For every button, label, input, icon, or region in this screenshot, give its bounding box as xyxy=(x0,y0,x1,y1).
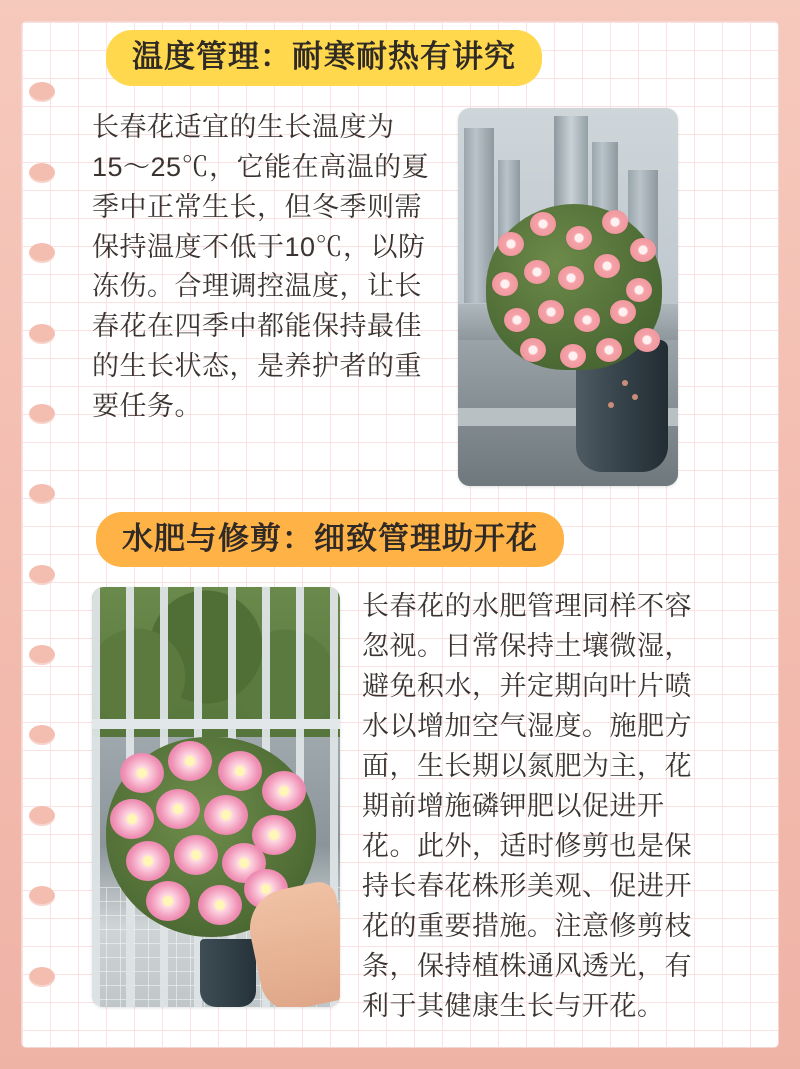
railing-handrail xyxy=(92,719,340,729)
flower-blossom xyxy=(218,751,262,791)
flower-blossom xyxy=(558,266,584,290)
flower-pot xyxy=(200,939,256,1007)
flower-blossom xyxy=(520,338,546,362)
body-paragraph-fertilizer: 长春花的水肥管理同样不容忽视。日常保持土壤微湿，避免积水，并定期向叶片喷水以增加空气湿度。施肥方面，生长期以氮肥为主，花期前增施磷钾肥以促进开花。此外，适时修剪也是保持长春花株形美观、促进开花的重要措施。注意修剪枝条，保持植株通风透光，有利于其健康生长与开花。 xyxy=(362,591,692,1021)
poster-content xyxy=(92,30,766,1045)
flower-blossom xyxy=(610,300,636,324)
photo-scene xyxy=(458,108,678,486)
flower-blossom xyxy=(626,278,652,302)
section-fertilizer xyxy=(92,512,766,1027)
flower-blossom xyxy=(198,885,242,925)
flower-blossom xyxy=(120,753,164,793)
flower-blossom xyxy=(174,835,218,875)
body-paragraph-temperature: 长春花适宜的生长温度为15〜25℃，它能在高温的夏季中正常生长，但冬季则需保持温度不低于10℃，以防冻伤。合理调控温度，让长春花在四季中都能保持最佳的生长状态，是养护者的重要任务。 xyxy=(92,111,430,422)
flower-blossom xyxy=(634,328,660,352)
flower-blossom xyxy=(566,226,592,250)
flower-blossom xyxy=(126,841,170,881)
flower-blossom xyxy=(530,212,556,236)
section-temperature xyxy=(92,30,766,486)
flower-blossom xyxy=(596,338,622,362)
flower-blossom xyxy=(146,881,190,921)
flower-blossom xyxy=(560,344,586,368)
flower-blossom xyxy=(498,232,524,256)
section-banner-temperature: 温度管理：耐寒耐热有讲究 xyxy=(106,30,542,86)
flower-blossom xyxy=(574,308,600,332)
photo-scene xyxy=(92,587,340,1007)
section-text-fertilizer xyxy=(362,587,692,1026)
section-text-temperature xyxy=(92,108,440,428)
photo-hand-holding-pink-flowering-plant-by-railing xyxy=(92,587,340,1007)
flower-blossom xyxy=(156,789,200,829)
flower-blossom xyxy=(204,795,248,835)
flower-blossom xyxy=(594,254,620,278)
flower-blossom xyxy=(524,260,550,284)
flower-bush xyxy=(486,204,662,370)
flower-blossom xyxy=(168,741,212,781)
flower-blossom xyxy=(262,771,306,811)
flower-blossom xyxy=(538,300,564,324)
flower-blossom xyxy=(504,308,530,332)
flower-blossom xyxy=(630,238,656,262)
photo-pink-vinca-in-dark-pot-on-city-balcony xyxy=(458,108,678,486)
flower-blossom xyxy=(110,799,154,839)
flower-blossom xyxy=(602,210,628,234)
section-banner-fertilizer: 水肥与修剪：细致管理助开花 xyxy=(96,512,564,568)
flower-blossom xyxy=(492,272,518,296)
